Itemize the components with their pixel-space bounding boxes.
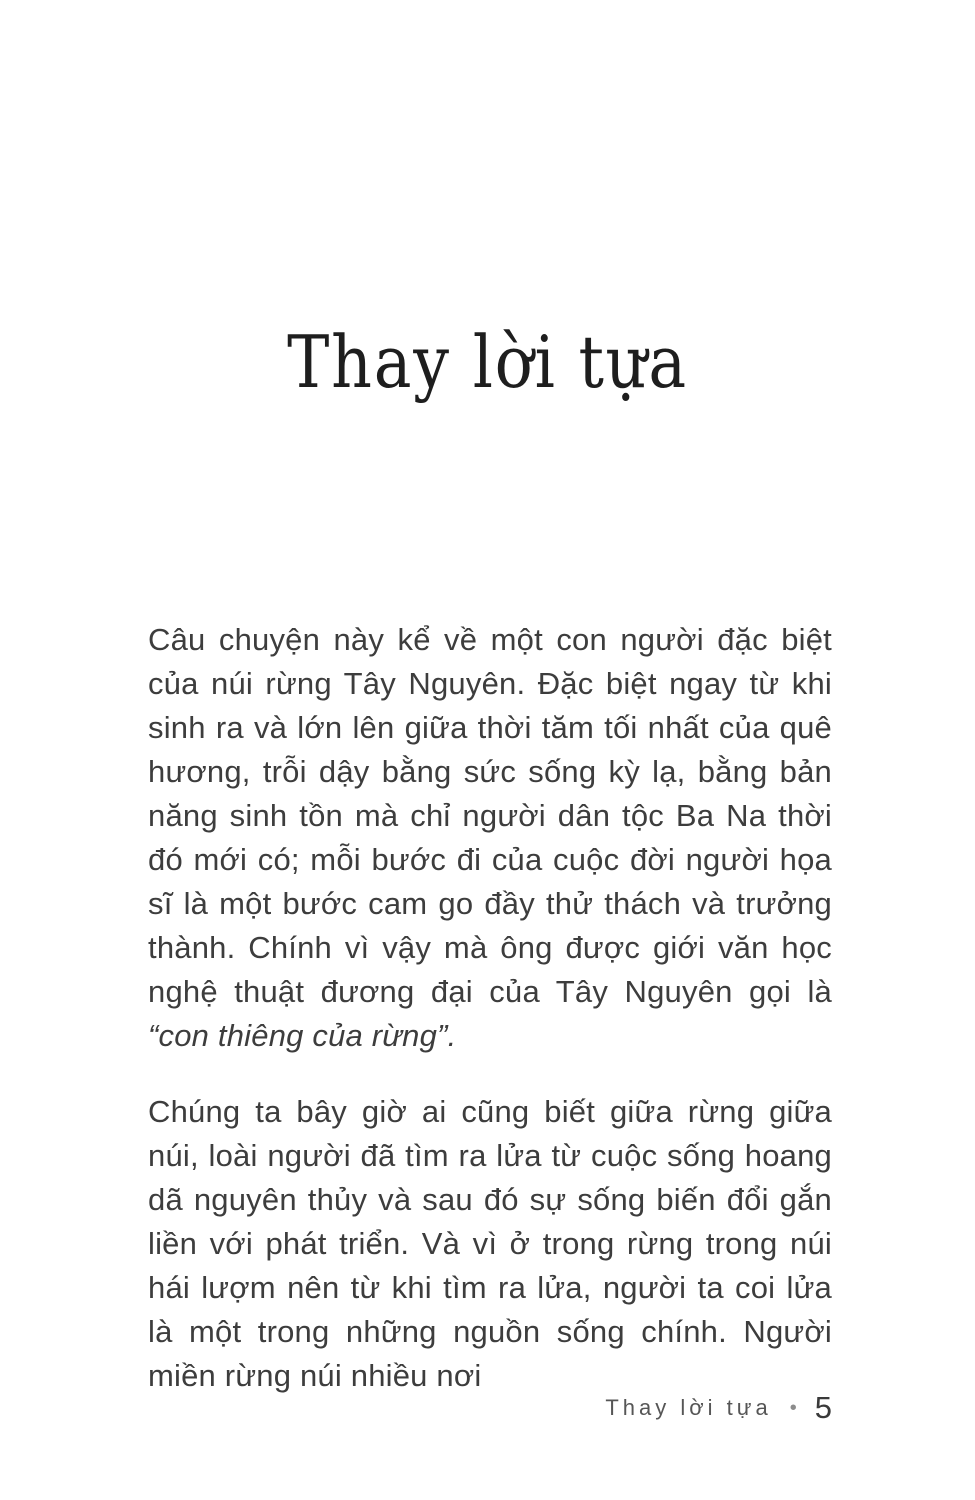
paragraph-2-text: Chúng ta bây giờ ai cũng biết giữa rừng giữa núi, loài người đã tìm ra lửa từ cuộc sống hoang dã nguyên thủy và sau đó sự sống biến đổi gắn liền với phát triển. Và vì ở trong rừng trong núi hái lượm nên từ khi tìm ra lửa, người ta coi lửa là một trong những nguồn sống chính. Người miền rừng núi nhiều nơi: [148, 1094, 832, 1393]
chapter-title: Thay lời tựa: [287, 320, 688, 404]
footer-page-number: 5: [814, 1390, 832, 1425]
page-footer: [605, 1390, 832, 1426]
paragraph-1-italic-phrase: “con thiêng của rừng”.: [148, 1018, 457, 1053]
paragraph-1: [148, 618, 832, 1058]
footer-bullet-separator: •: [789, 1397, 797, 1419]
paragraph-2: [148, 1090, 832, 1398]
footer-section-label: Thay lời tựa: [605, 1395, 772, 1420]
body-text: [148, 618, 832, 1430]
paragraph-1-text: Câu chuyện này kể về một con người đặc biệt của núi rừng Tây Nguyên. Đặc biệt ngay từ khi sinh ra và lớn lên giữa thời tăm tối nhất của quê hương, trỗi dậy bằng sức sống kỳ lạ, bằng bản năng sinh tồn mà chỉ người dân tộc Ba Na thời đó mới có; mỗi bước đi của cuộc đời người họa sĩ là một bước cam go đầy thử thách và trưởng thành. Chính vì vậy mà ông được giới văn học nghệ thuật đương đại của Tây Nguyên gọi là: [148, 622, 832, 1009]
